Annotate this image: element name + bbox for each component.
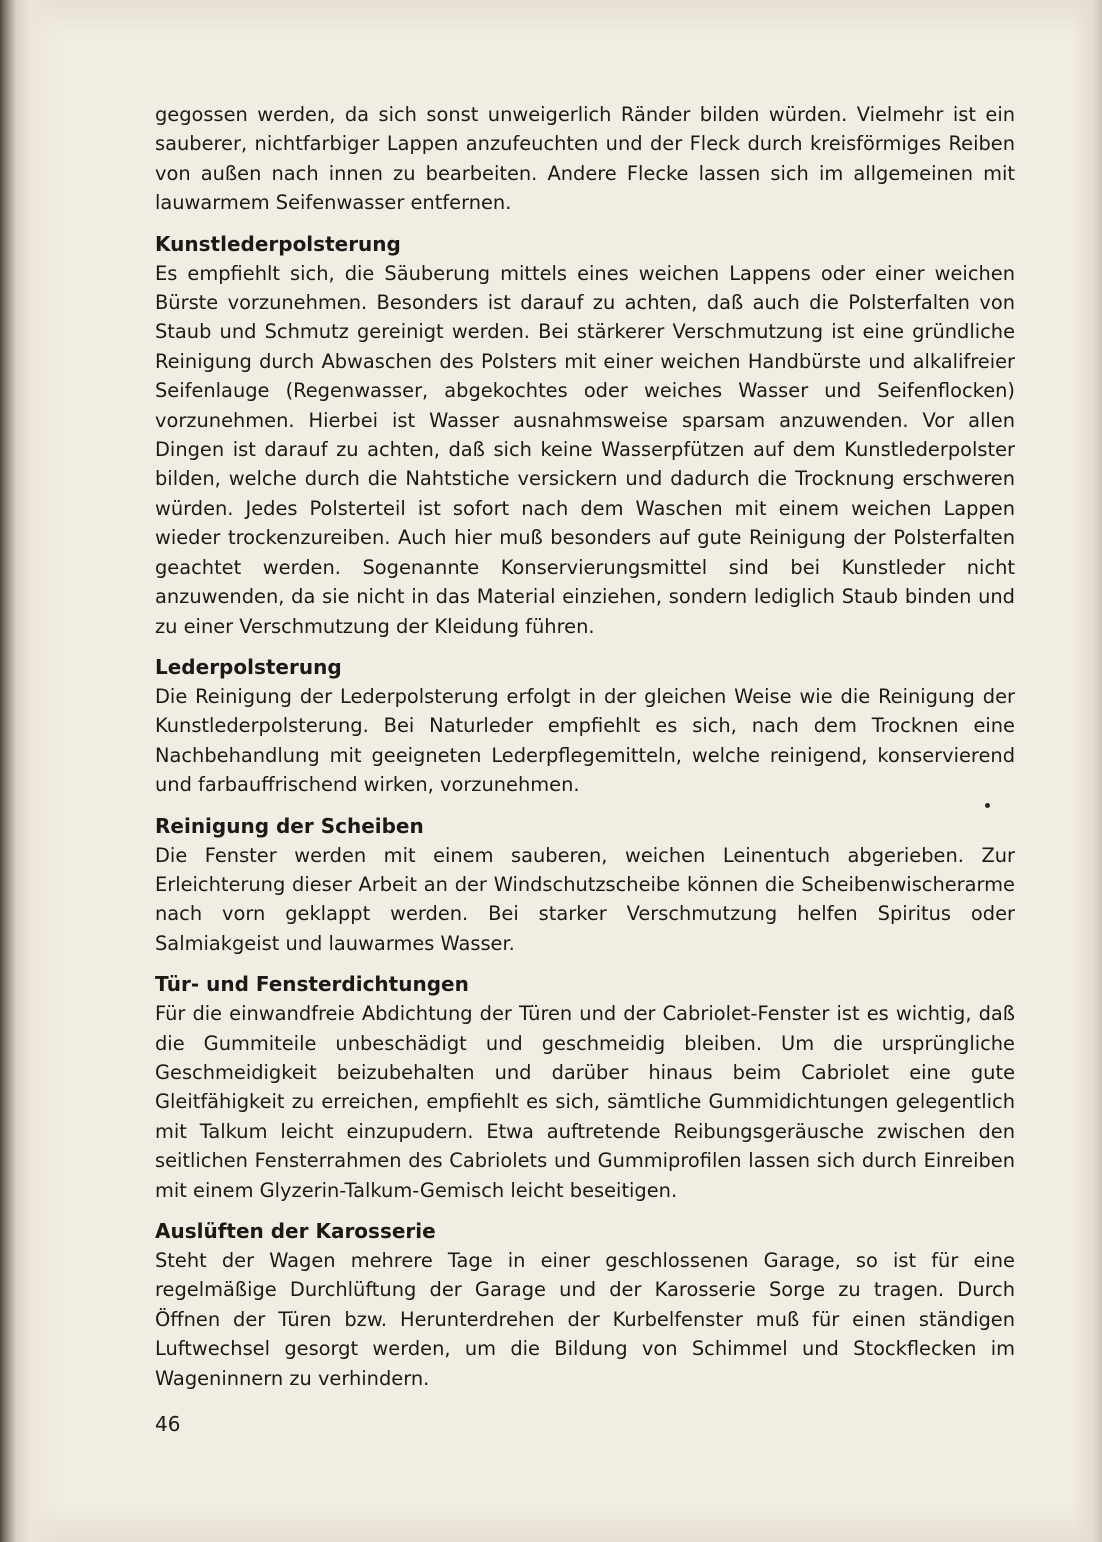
section-paragraph: Für die einwandfreie Abdichtung der Türen und der Cabriolet-Fenster ist es wichtig, daß die Gummiteile unbeschädigt und geschmeidig bleiben. Um die ursprüngliche Geschmeidigkeit beizubehalten und darüber hinaus beim Cabriolet eine gute Gleitfähigkeit zu erreichen, empfiehlt es sich, sämtliche Gummidichtungen gelegentlich mit Talkum leicht einzupudern. Etwa auftretende Reibungsgeräusche zwischen den seitlichen Fensterrahmen des Cabriolets und Gummiprofilen lassen sich durch Einreiben mit einem Glyzerin-Talkum-Gemisch leicht beseitigen. <box>155 1002 1015 1202</box>
section-paragraph: Steht der Wagen mehrere Tage in einer geschlossenen Garage, so ist für eine regelmäßige Durchlüftung der Garage und der Karosserie Sorge zu tragen. Durch Öffnen der Türen bzw. Herunterdrehen der Kurbelfenster muß für einen ständigen Luftwechsel gesorgt werden, um die Bildung von Schimmel und Stockflecken im Wageninnern zu verhindern. <box>155 1249 1015 1390</box>
intro-paragraph: gegossen werden, da sich sonst unweigerlich Ränder bilden würden. Vielmehr ist ein sauberer, nichtfarbiger Lappen anzufeuchten und der Fleck durch kreisförmiges Reiben von außen nach innen zu bearbeiten. Andere Flecke lassen sich im allgemeinen mit lauwarmem Seifenwasser entfernen. <box>155 103 1015 215</box>
section-heading: Auslüften der Karosserie <box>155 1219 436 1243</box>
section-kunstlederpolsterung <box>155 230 1015 641</box>
section-heading: Reinigung der Scheiben <box>155 813 424 838</box>
section-paragraph: Die Fenster werden mit einem sauberen, weichen Leinentuch abgerieben. Zur Erleichterung dieser Arbeit an der Windschutzscheibe können die Scheibenwischerarme nach vorn geklappt werden. Bei starker Verschmutzung helfen Spiritus oder Salmiakgeist und lauwarmes Wasser. <box>155 843 1015 955</box>
section-paragraph: Die Reinigung der Lederpolsterung erfolgt in der gleichen Weise wie die Reinigung der Kunstlederpolsterung. Bei Naturleder empfiehlt es sich, nach dem Trocknen eine Nachbehandlung mit geeigneten Lederpflegemitteln, welche reinigend, konservierend und farbauffrischend wirken, vorzunehmen. <box>155 684 1015 797</box>
ink-speck <box>985 803 990 808</box>
section-reinigung-der-scheiben <box>155 812 1015 959</box>
page-number: 46 <box>155 1412 181 1436</box>
section-heading: Tür- und Fensterdichtungen <box>155 972 469 997</box>
section-tuer-und-fensterdichtungen <box>155 970 1015 1205</box>
section-heading: Lederpolsterung <box>155 654 342 679</box>
section-paragraph: Es empfiehlt sich, die Säuberung mittels eines weichen Lappens oder einer weichen Bürste vorzunehmen. Besonders ist darauf zu achten, daß auch die Polsterfalten von Staub und Schmutz gereinigt werden. Bei stärkerer Verschmutzung ist eine gründliche Reinigung durch Abwaschen des Polsters mit einer weichen Handbürste und alkalifreier Seifenlauge (Regenwasser, abgekochtes oder weiches Wasser und Seifenflocken) vorzunehmen. Hierbei ist Wasser ausnahmsweise sparsam anzuwenden. Vor allen Dingen ist darauf zu achten, daß sich keine Wasserpfützen auf dem Kunstlederpolster bilden, welche durch die Nahtstiche versickern und dadurch die Trocknung erschweren würden. Jedes Polsterteil ist sofort nach dem Waschen mit einem weichen Lappen wieder trockenzureiben. Auch hier muß besonders auf gute Reinigung der Polsterfalten geachtet werden. Sogenannte Konservierungsmittel sind bei Kunstleder nicht anzuwenden, da sie nicht in das Material einziehen, sondern lediglich Staub binden und zu einer Verschmutzung der Kleidung führen. <box>155 261 1015 638</box>
page-content <box>155 100 1015 1393</box>
section-heading: Kunstlederpolsterung <box>155 231 401 256</box>
section-lederpolsterung <box>155 653 1015 800</box>
section-ausluften-der-karosserie <box>155 1217 1015 1393</box>
